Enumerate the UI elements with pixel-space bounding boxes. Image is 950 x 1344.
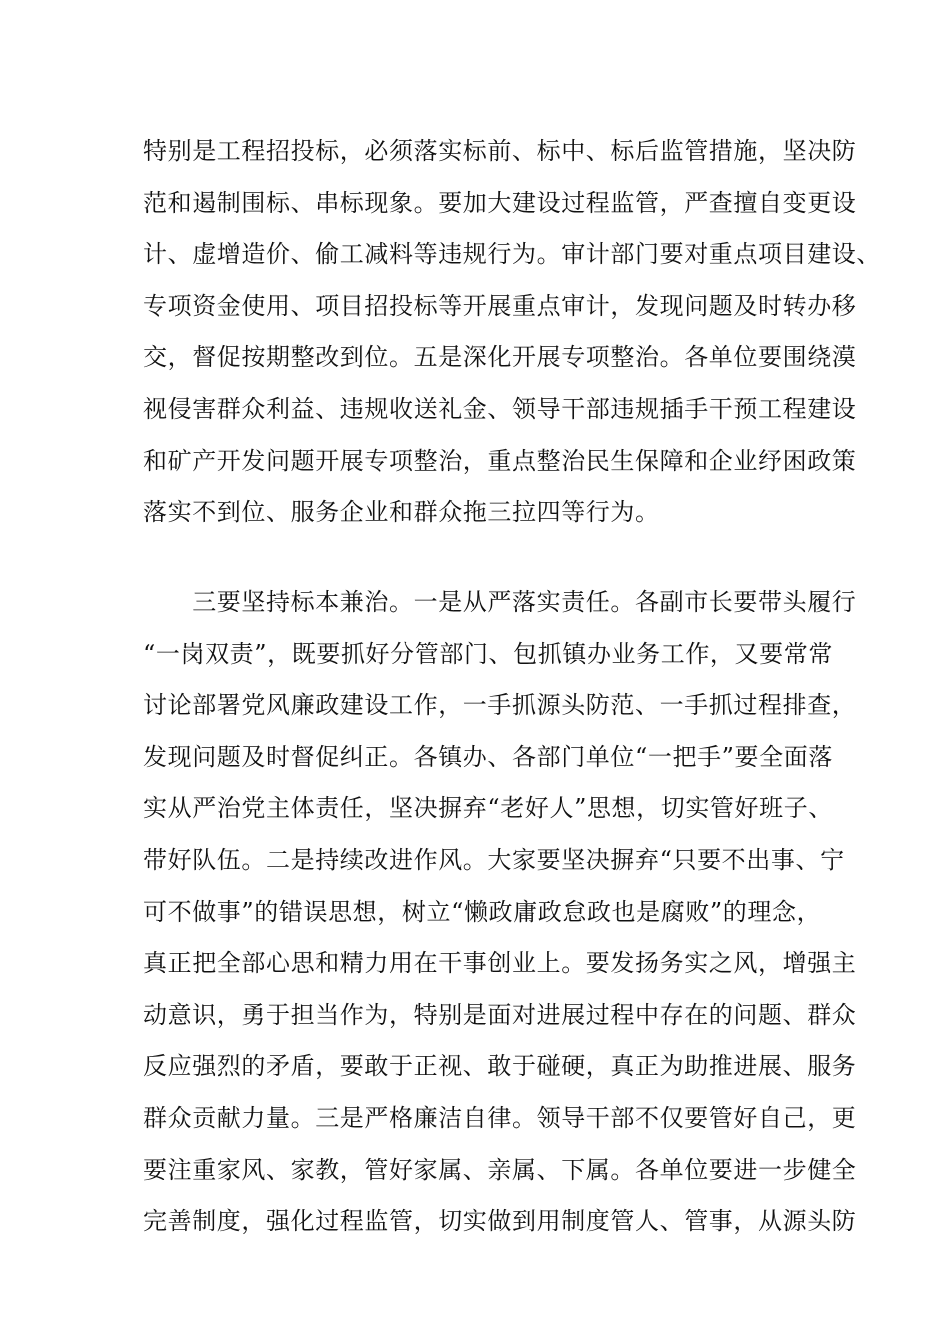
- text-line: 反应强烈的矛盾，要敢于正视、敢于碰硬，真正为助推进展、服务: [143, 1052, 857, 1081]
- text-line: 范和遏制围标、串标现象。要加大建设过程监管，严查擅自变更设: [143, 188, 857, 217]
- text-line: 真正把全部心思和精力用在干事创业上。要发扬务实之风，增强主: [143, 949, 857, 978]
- text-line: 讨论部署党风廉政建设工作，一手抓源头防范、一手抓过程排查，: [143, 691, 857, 720]
- body-paragraph-2: [143, 577, 857, 1248]
- text-line: 视侵害群众利益、违规收送礼金、领导干部违规插手干预工程建设: [143, 394, 857, 423]
- text-line: 实从严治党主体责任，坚决摒弃“老好人”思想，切实管好班子、: [143, 794, 833, 823]
- text-line: 和矿产开发问题开展专项整治，重点整治民生保障和企业纾困政策: [143, 446, 857, 475]
- body-paragraph-1: [143, 126, 881, 539]
- text-line: 交，督促按期整改到位。五是深化开展专项整治。各单位要围绕漠: [143, 343, 857, 372]
- text-line: 落实不到位、服务企业和群众拖三拉四等行为。: [143, 498, 660, 527]
- text-line: 发现问题及时督促纠正。各镇办、各部门单位“一把手”要全面落: [143, 742, 833, 771]
- text-line: 计、虚增造价、偷工减料等违规行为。审计部门要对重点项目建设、: [143, 240, 881, 269]
- text-line: 三要坚持标本兼治。一是从严落实责任。各副市长要带头履行: [143, 588, 857, 616]
- text-line: 要注重家风、家教，管好家属、亲属、下属。各单位要进一步健全: [143, 1155, 857, 1184]
- text-line: 特别是工程招投标，必须落实标前、标中、标后监管措施，坚决防: [143, 137, 857, 165]
- text-line: 带好队伍。二是持续改进作风。大家要坚决摒弃“只要不出事、宁: [143, 845, 845, 874]
- text-line: 可不做事”的错误思想，树立“懒政庸政怠政也是腐败”的理念，: [143, 897, 822, 926]
- text-line: 专项资金使用、项目招投标等开展重点审计，发现问题及时转办移: [143, 291, 857, 320]
- text-line: 群众贡献力量。三是严格廉洁自律。领导干部不仅要管好自己，更: [143, 1103, 857, 1132]
- text-line: 完善制度，强化过程监管，切实做到用制度管人、管事，从源头防: [143, 1207, 857, 1236]
- text-line: 动意识，勇于担当作为，特别是面对进展过程中存在的问题、群众: [143, 1000, 857, 1029]
- text-line: “一岗双责”，既要抓好分管部门、包抓镇办业务工作，又要常常: [143, 639, 833, 668]
